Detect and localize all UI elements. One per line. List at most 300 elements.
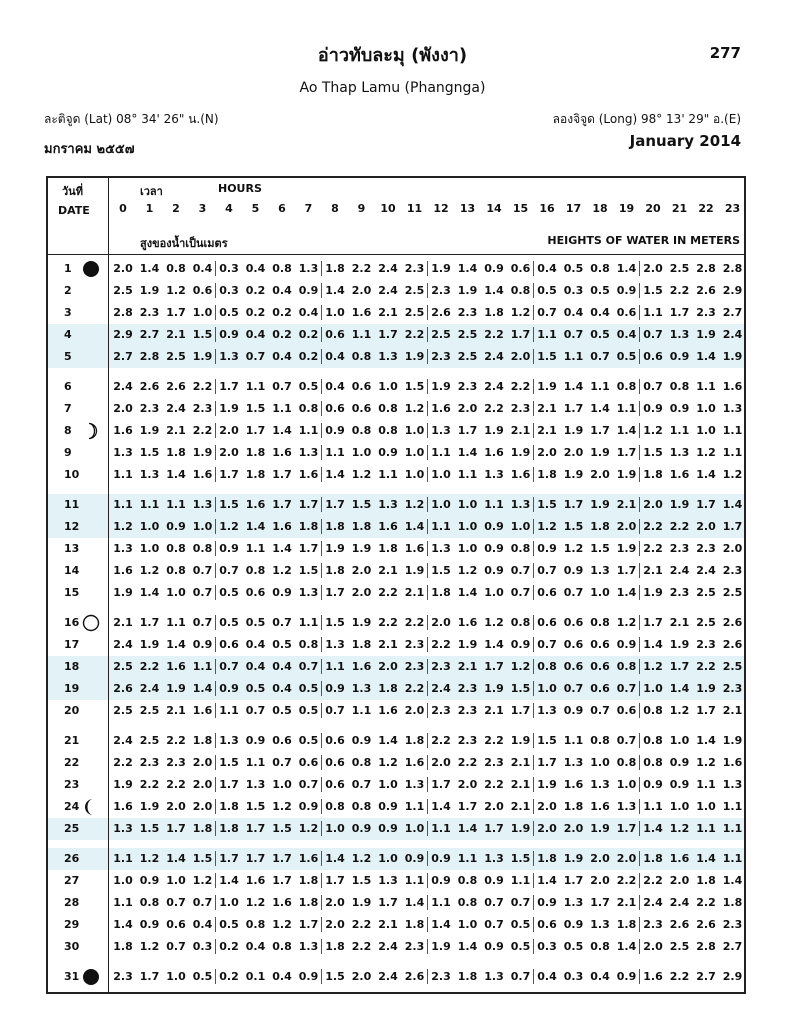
tide-height-cell: 1.8 — [298, 520, 319, 533]
tide-height-cell: 1.2 — [192, 874, 213, 887]
tide-height-cell: 1.9 — [590, 822, 610, 835]
tide-height-cell: 0.5 — [192, 970, 213, 983]
tide-height-cell: 1.2 — [643, 424, 663, 437]
day-number: 21 — [64, 734, 80, 747]
tide-height-cell: 1.1 — [722, 424, 743, 437]
tide-height-cell: 2.2 — [484, 402, 504, 415]
tide-height-cell: 1.3 — [722, 778, 743, 791]
column-group-divider — [639, 821, 640, 836]
tide-height-cell: 2.5 — [139, 734, 160, 747]
tide-height-cell: 0.2 — [219, 940, 239, 953]
table-row — [48, 936, 744, 958]
tide-height-cell: 1.4 — [590, 402, 610, 415]
tide-height-cell: 0.9 — [219, 542, 239, 555]
tide-height-cell: 1.0 — [192, 306, 213, 319]
tide-height-cell: 2.0 — [325, 896, 345, 909]
tide-height-cell: 2.2 — [431, 638, 451, 651]
tide-height-cell: 1.8 — [192, 822, 213, 835]
tide-height-cell: 1.3 — [431, 542, 451, 555]
tide-height-cell: 2.1 — [378, 564, 398, 577]
tide-height-cell: 0.2 — [298, 350, 319, 363]
tide-height-cell: 2.0 — [166, 800, 186, 813]
day-number: 6 — [64, 380, 72, 393]
table-row — [48, 914, 744, 936]
hour-label: 16 — [539, 202, 555, 215]
column-group-divider — [215, 755, 216, 770]
tide-height-cell: 1.5 — [351, 498, 372, 511]
tide-height-cell: 1.4 — [616, 940, 637, 953]
tide-height-cell: 1.2 — [378, 756, 398, 769]
tide-height-cell: 0.7 — [192, 564, 213, 577]
tide-height-cell: 0.9 — [351, 734, 372, 747]
tide-height-cell: 0.9 — [484, 940, 504, 953]
column-group-divider — [533, 423, 534, 438]
column-group-divider — [639, 851, 640, 866]
tide-height-cell: 1.0 — [404, 424, 425, 437]
tide-height-cell: 1.1 — [484, 498, 504, 511]
tide-height-cell: 1.4 — [484, 284, 504, 297]
day-number: 13 — [64, 542, 80, 555]
tide-height-cell: 1.4 — [272, 542, 292, 555]
hour-label: 7 — [304, 202, 313, 215]
tide-height-cell: 0.7 — [643, 380, 663, 393]
tide-height-cell: 2.1 — [457, 660, 478, 673]
hour-label: 20 — [645, 202, 661, 215]
tide-height-cell: 1.8 — [722, 896, 743, 909]
column-group-divider — [215, 873, 216, 888]
tide-height-cell: 2.2 — [510, 380, 531, 393]
header-divider — [48, 254, 744, 255]
tide-height-cell: 1.4 — [166, 852, 186, 865]
tide-height-cell: 0.6 — [192, 284, 213, 297]
tide-height-cell: 2.6 — [722, 616, 743, 629]
tide-height-cell: 1.4 — [457, 940, 478, 953]
table-row — [48, 678, 744, 700]
column-group-divider — [321, 349, 322, 364]
tide-height-cell: 0.5 — [298, 380, 319, 393]
column-group-divider — [215, 519, 216, 534]
tide-height-cell: 1.8 — [219, 822, 239, 835]
tide-height-cell: 2.4 — [696, 564, 716, 577]
tide-height-cell: 1.7 — [722, 520, 743, 533]
day-number: 1 — [64, 262, 72, 275]
tide-height-cell: 2.2 — [484, 328, 504, 341]
tide-height-cell: 1.6 — [722, 380, 743, 393]
tide-height-cell: 1.9 — [590, 498, 610, 511]
tide-height-cell: 0.9 — [669, 756, 690, 769]
tide-height-cell: 1.7 — [166, 822, 186, 835]
tide-height-cell: 2.2 — [457, 756, 478, 769]
tide-height-cell: 2.5 — [404, 306, 425, 319]
tide-height-cell: 1.1 — [696, 380, 716, 393]
tide-height-cell: 0.5 — [219, 586, 239, 599]
tide-height-cell: 2.1 — [166, 704, 186, 717]
tide-height-cell: 0.9 — [643, 402, 663, 415]
tide-height-cell: 0.9 — [298, 284, 319, 297]
column-group-divider — [321, 283, 322, 298]
column-group-divider — [427, 283, 428, 298]
tide-height-cell: 1.4 — [245, 520, 266, 533]
tide-height-cell: 2.2 — [166, 778, 186, 791]
tide-height-cell: 1.4 — [484, 638, 504, 651]
tide-height-cell: 0.7 — [616, 734, 637, 747]
tide-height-cell: 2.3 — [669, 586, 690, 599]
tide-height-cell: 1.7 — [272, 874, 292, 887]
tide-height-cell: 1.7 — [669, 660, 690, 673]
column-group-divider — [639, 349, 640, 364]
tide-height-cell: 0.8 — [166, 542, 186, 555]
tide-height-cell: 0.8 — [590, 940, 610, 953]
tide-height-cell: 1.1 — [245, 380, 266, 393]
column-group-divider — [321, 777, 322, 792]
tide-height-cell: 0.8 — [590, 616, 610, 629]
tide-height-cell: 0.8 — [166, 564, 186, 577]
tide-height-cell: 0.3 — [563, 970, 584, 983]
tide-height-cell: 1.1 — [404, 800, 425, 813]
tide-height-cell: 2.4 — [378, 262, 398, 275]
tide-height-cell: 0.8 — [510, 616, 531, 629]
column-group-divider — [533, 305, 534, 320]
column-group-divider — [427, 327, 428, 342]
tide-height-cell: 0.5 — [272, 704, 292, 717]
tide-height-cell: 1.1 — [457, 468, 478, 481]
day-number: 26 — [64, 852, 80, 865]
hour-label: 23 — [724, 202, 741, 215]
tide-height-cell: 0.7 — [537, 564, 557, 577]
tide-height-cell: 1.9 — [696, 682, 716, 695]
day-number: 19 — [64, 682, 80, 695]
tide-height-cell: 1.1 — [431, 896, 451, 909]
tide-height-cell: 2.3 — [696, 638, 716, 651]
tide-height-cell: 1.3 — [298, 262, 319, 275]
tide-height-cell: 1.0 — [537, 682, 557, 695]
tide-height-cell: 0.6 — [563, 616, 584, 629]
tide-height-cell: 0.5 — [245, 682, 266, 695]
tide-height-cell: 1.8 — [325, 520, 345, 533]
tide-height-cell: 0.2 — [272, 328, 292, 341]
tide-height-cell: 0.8 — [643, 756, 663, 769]
tide-height-cell: 0.6 — [590, 682, 610, 695]
tide-height-cell: 1.6 — [404, 756, 425, 769]
column-group-divider — [427, 467, 428, 482]
tide-height-cell: 2.0 — [192, 778, 213, 791]
tide-height-cell: 0.8 — [537, 660, 557, 673]
tide-height-cell: 1.4 — [325, 852, 345, 865]
tide-height-cell: 0.8 — [351, 800, 372, 813]
tide-height-cell: 2.5 — [696, 616, 716, 629]
column-group-divider — [639, 401, 640, 416]
hour-label: 14 — [486, 202, 502, 215]
column-group-divider — [639, 283, 640, 298]
column-group-divider — [427, 799, 428, 814]
tide-height-cell: 2.7 — [722, 306, 743, 319]
tide-height-cell: 2.6 — [166, 380, 186, 393]
tide-height-cell: 0.6 — [537, 616, 557, 629]
tide-height-cell: 1.9 — [537, 380, 557, 393]
column-group-divider — [639, 445, 640, 460]
tide-height-cell: 1.9 — [351, 542, 372, 555]
tide-height-cell: 1.5 — [404, 380, 425, 393]
tide-height-cell: 0.7 — [510, 564, 531, 577]
column-group-divider — [533, 379, 534, 394]
tide-height-cell: 2.3 — [722, 918, 743, 931]
tide-height-cell: 1.2 — [272, 918, 292, 931]
tide-height-cell: 1.0 — [139, 542, 160, 555]
tide-height-cell: 0.9 — [431, 852, 451, 865]
heights-label-thai: สูงของน้ำเป็นเมตร — [140, 237, 228, 250]
column-group-divider — [639, 969, 640, 984]
tide-height-cell: 2.2 — [378, 616, 398, 629]
column-group-divider — [427, 585, 428, 600]
tide-height-cell: 0.9 — [351, 822, 372, 835]
tide-height-cell: 2.1 — [510, 800, 531, 813]
tide-height-cell: 0.9 — [325, 682, 345, 695]
column-group-divider — [427, 895, 428, 910]
tide-height-cell: 0.4 — [192, 262, 213, 275]
tide-height-cell: 1.3 — [563, 896, 584, 909]
tide-height-cell: 1.9 — [510, 822, 531, 835]
tide-height-cell: 1.4 — [192, 682, 213, 695]
tide-height-cell: 1.1 — [113, 468, 133, 481]
tide-height-cell: 0.5 — [272, 638, 292, 651]
table-row — [48, 398, 744, 420]
tide-height-cell: 2.0 — [563, 822, 584, 835]
column-group-divider — [427, 917, 428, 932]
table-row — [48, 796, 744, 818]
tide-height-cell: 0.5 — [219, 616, 239, 629]
tide-height-cell: 0.6 — [245, 586, 266, 599]
column-group-divider — [533, 969, 534, 984]
tide-height-cell: 1.8 — [113, 940, 133, 953]
tide-height-cell: 2.5 — [113, 284, 133, 297]
column-group-divider — [639, 659, 640, 674]
tide-height-cell: 0.7 — [590, 704, 610, 717]
day-number: 24 — [64, 800, 80, 813]
tide-height-cell: 1.9 — [563, 468, 584, 481]
tide-height-cell: 0.7 — [245, 704, 266, 717]
tide-height-cell: 1.7 — [139, 616, 160, 629]
tide-height-cell: 1.7 — [378, 896, 398, 909]
tide-height-cell: 1.4 — [139, 586, 160, 599]
day-number: 11 — [64, 498, 80, 511]
tide-height-cell: 2.0 — [457, 402, 478, 415]
tide-height-cell: 2.7 — [722, 940, 743, 953]
tide-height-cell: 1.2 — [351, 852, 372, 865]
column-group-divider — [427, 873, 428, 888]
column-group-divider — [533, 585, 534, 600]
tide-height-cell: 0.5 — [298, 704, 319, 717]
column-group-divider — [533, 445, 534, 460]
column-group-divider — [639, 423, 640, 438]
tide-height-cell: 0.6 — [537, 586, 557, 599]
tide-height-cell: 1.7 — [325, 498, 345, 511]
tide-height-cell: 2.2 — [351, 262, 372, 275]
column-group-divider — [639, 519, 640, 534]
moon-new-icon — [82, 968, 100, 986]
table-row — [48, 870, 744, 892]
column-group-divider — [427, 349, 428, 364]
tide-height-cell: 0.7 — [510, 896, 531, 909]
tide-height-cell: 2.4 — [113, 638, 133, 651]
tide-height-cell: 0.7 — [537, 638, 557, 651]
tide-height-cell: 0.4 — [245, 660, 266, 673]
tide-height-cell: 1.9 — [722, 350, 743, 363]
column-group-divider — [427, 637, 428, 652]
tide-height-cell: 1.8 — [537, 468, 557, 481]
tide-height-cell: 0.2 — [245, 284, 266, 297]
tide-height-cell: 1.5 — [192, 852, 213, 865]
tide-height-cell: 0.4 — [537, 970, 557, 983]
column-group-divider — [533, 327, 534, 342]
column-group-divider — [215, 703, 216, 718]
column-group-divider — [533, 917, 534, 932]
hour-label: 5 — [251, 202, 260, 215]
tide-height-cell: 0.3 — [219, 262, 239, 275]
table-row — [48, 464, 744, 486]
tide-height-cell: 0.7 — [298, 778, 319, 791]
tide-height-cell: 1.9 — [192, 350, 213, 363]
tide-height-cell: 1.0 — [378, 852, 398, 865]
tide-height-cell: 1.5 — [245, 800, 266, 813]
day-number: 31 — [64, 970, 80, 983]
column-group-divider — [427, 541, 428, 556]
tide-height-cell: 1.4 — [643, 822, 663, 835]
tide-height-cell: 1.6 — [272, 896, 292, 909]
tide-height-cell: 0.9 — [484, 542, 504, 555]
tide-height-cell: 2.0 — [669, 874, 690, 887]
column-group-divider — [427, 681, 428, 696]
column-group-divider — [639, 799, 640, 814]
tide-height-cell: 2.5 — [669, 262, 690, 275]
tide-height-cell: 2.6 — [404, 970, 425, 983]
tide-height-cell: 2.3 — [696, 306, 716, 319]
tide-height-cell: 1.9 — [722, 734, 743, 747]
tide-height-cell: 0.9 — [139, 918, 160, 931]
tide-height-cell: 2.9 — [722, 970, 743, 983]
tide-height-cell: 2.1 — [510, 424, 531, 437]
tide-height-cell: 1.4 — [696, 734, 716, 747]
table-row — [48, 442, 744, 464]
tide-height-cell: 1.9 — [457, 638, 478, 651]
moon-full-icon — [82, 614, 100, 632]
tide-height-cell: 1.2 — [272, 800, 292, 813]
tide-height-cell: 2.5 — [431, 328, 451, 341]
tide-height-cell: 1.5 — [325, 616, 345, 629]
tide-height-cell: 1.4 — [457, 446, 478, 459]
tide-height-cell: 2.9 — [722, 284, 743, 297]
tide-height-cell: 2.5 — [696, 586, 716, 599]
tide-height-cell: 2.2 — [166, 734, 186, 747]
tide-height-cell: 1.9 — [404, 564, 425, 577]
tide-height-cell: 0.9 — [166, 520, 186, 533]
tide-height-cell: 1.4 — [139, 262, 160, 275]
tide-height-cell: 1.4 — [537, 874, 557, 887]
tide-height-cell: 1.9 — [431, 380, 451, 393]
tide-height-cell: 0.2 — [245, 306, 266, 319]
tide-height-cell: 1.8 — [245, 446, 266, 459]
tide-height-cell: 1.5 — [510, 852, 531, 865]
tide-height-cell: 0.7 — [484, 918, 504, 931]
tide-height-cell: 0.8 — [616, 660, 637, 673]
tide-height-cell: 0.9 — [669, 778, 690, 791]
tide-height-cell: 0.8 — [643, 704, 663, 717]
tide-height-cell: 1.2 — [722, 468, 743, 481]
tide-height-cell: 2.0 — [351, 284, 372, 297]
table-row — [48, 966, 744, 988]
column-group-divider — [321, 659, 322, 674]
tide-height-cell: 1.1 — [669, 424, 690, 437]
tide-height-cell: 1.8 — [192, 734, 213, 747]
tide-height-cell: 1.6 — [484, 446, 504, 459]
tide-height-cell: 1.1 — [113, 896, 133, 909]
tide-height-cell: 1.2 — [166, 284, 186, 297]
tide-height-cell: 1.3 — [431, 424, 451, 437]
day-number: 4 — [64, 328, 72, 341]
tide-height-cell: 0.9 — [537, 896, 557, 909]
tide-height-cell: 0.7 — [616, 682, 637, 695]
tide-height-cell: 1.4 — [113, 918, 133, 931]
tide-height-cell: 1.1 — [272, 402, 292, 415]
tide-height-cell: 1.7 — [457, 424, 478, 437]
tide-height-cell: 1.1 — [139, 498, 160, 511]
tide-height-cell: 1.1 — [325, 660, 345, 673]
tide-height-cell: 2.3 — [139, 306, 160, 319]
tide-height-cell: 1.5 — [643, 284, 663, 297]
tide-height-cell: 1.7 — [166, 306, 186, 319]
tide-height-cell: 1.6 — [245, 498, 266, 511]
tide-height-cell: 1.4 — [404, 896, 425, 909]
column-group-divider — [321, 541, 322, 556]
tide-height-cell: 1.3 — [113, 446, 133, 459]
tide-height-cell: 0.9 — [510, 638, 531, 651]
tide-height-cell: 1.0 — [431, 468, 451, 481]
tide-height-cell: 2.0 — [643, 262, 663, 275]
tide-height-cell: 1.8 — [404, 918, 425, 931]
column-group-divider — [639, 733, 640, 748]
column-group-divider — [215, 917, 216, 932]
tide-height-cell: 1.1 — [245, 542, 266, 555]
column-group-divider — [533, 659, 534, 674]
column-group-divider — [533, 349, 534, 364]
column-group-divider — [215, 637, 216, 652]
tide-height-cell: 2.3 — [696, 542, 716, 555]
tide-height-cell: 2.2 — [113, 756, 133, 769]
column-group-divider — [533, 637, 534, 652]
tide-height-cell: 1.7 — [245, 424, 266, 437]
tide-height-cell: 1.7 — [590, 424, 610, 437]
tide-height-cell: 2.2 — [351, 940, 372, 953]
tide-height-cell: 1.7 — [431, 778, 451, 791]
table-row — [48, 730, 744, 752]
tide-height-cell: 0.6 — [166, 918, 186, 931]
tide-height-cell: 1.0 — [272, 778, 292, 791]
day-number: 29 — [64, 918, 80, 931]
tide-height-cell: 2.3 — [431, 704, 451, 717]
tide-height-cell: 2.4 — [669, 564, 690, 577]
column-group-divider — [639, 541, 640, 556]
tide-height-cell: 0.7 — [245, 350, 266, 363]
tide-height-cell: 1.8 — [590, 520, 610, 533]
tide-height-cell: 1.6 — [404, 542, 425, 555]
tide-height-cell: 2.6 — [139, 380, 160, 393]
table-row — [48, 892, 744, 914]
tide-height-cell: 1.6 — [431, 402, 451, 415]
tide-height-cell: 1.7 — [219, 778, 239, 791]
tide-height-cell: 2.2 — [484, 734, 504, 747]
table-row — [48, 848, 744, 870]
tide-height-cell: 0.8 — [272, 262, 292, 275]
column-group-divider — [639, 703, 640, 718]
